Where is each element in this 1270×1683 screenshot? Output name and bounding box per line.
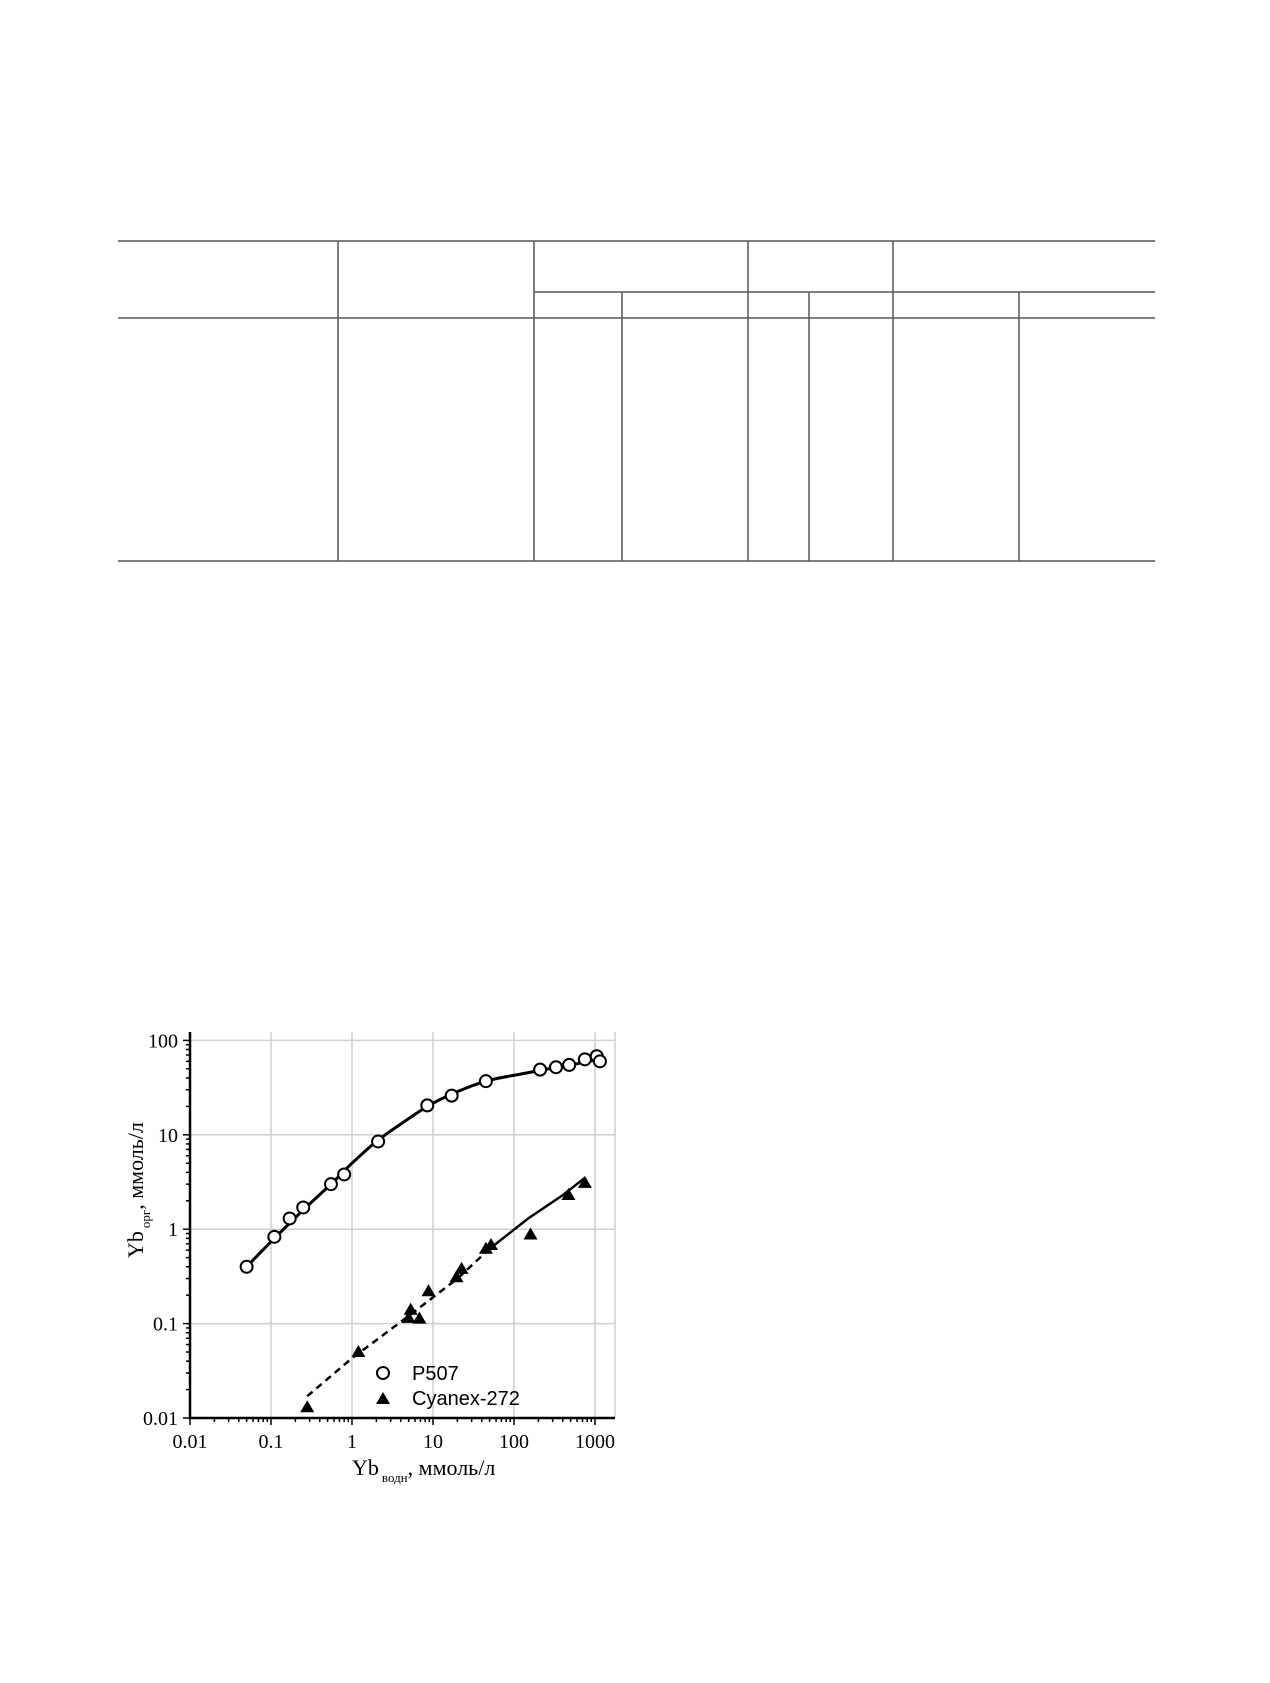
p507-point — [550, 1061, 562, 1073]
p507-point — [421, 1099, 433, 1111]
p507-point — [338, 1168, 350, 1180]
p507-point — [325, 1178, 337, 1190]
p507-point — [579, 1053, 591, 1065]
x-tick-label: 0.1 — [258, 1431, 284, 1453]
p507-point — [594, 1055, 606, 1067]
x-tick-label: 0.01 — [172, 1431, 208, 1453]
x-tick-label: 100 — [499, 1431, 529, 1453]
x-axis-title-unit: , ммоль/л — [407, 1455, 496, 1480]
legend-marker-cyanex — [376, 1392, 390, 1404]
p507-fit-line — [247, 1059, 599, 1267]
x-axis-title-main: Yb — [352, 1455, 379, 1480]
p507-point — [563, 1059, 575, 1071]
p507-point — [446, 1090, 458, 1102]
y-tick-label: 10 — [158, 1124, 178, 1147]
chart-axes — [189, 1032, 615, 1419]
y-axis-title-main: Yb — [123, 1231, 148, 1258]
x-axis-title — [352, 1455, 495, 1485]
p507-point — [372, 1135, 384, 1147]
legend-marker-p507 — [377, 1367, 389, 1379]
p507-point — [241, 1261, 253, 1273]
legend — [376, 1363, 520, 1410]
y-axis-title-sub: орг — [138, 1209, 153, 1229]
chart-grid — [190, 1032, 615, 1418]
cyanex-point — [300, 1400, 314, 1412]
p507-point — [297, 1201, 309, 1213]
legend-label-p507: P507 — [412, 1363, 459, 1385]
x-axis-title-sub: водн — [381, 1470, 408, 1485]
cyanex-point — [455, 1262, 469, 1274]
p507-point — [534, 1064, 546, 1076]
x-tick-label: 1000 — [575, 1431, 615, 1453]
p507-point — [268, 1231, 280, 1243]
x-tick-label: 10 — [423, 1431, 443, 1453]
chart-ticks — [143, 1030, 615, 1453]
cyanex-fit-line-solid — [490, 1178, 585, 1249]
y-tick-label: 100 — [148, 1030, 178, 1053]
p507-point — [284, 1212, 296, 1224]
legend-label-cyanex: Cyanex-272 — [412, 1388, 520, 1410]
y-axis-title — [123, 1122, 153, 1258]
cyanex-point — [404, 1303, 418, 1315]
data-points — [241, 1050, 606, 1412]
x-tick-label: 1 — [347, 1431, 357, 1453]
y-tick-label: 0.1 — [153, 1313, 178, 1336]
p507-point — [480, 1075, 492, 1087]
y-tick-label: 1 — [168, 1219, 178, 1242]
y-axis-title-unit: , ммоль/л — [123, 1122, 148, 1210]
y-tick-label: 0.01 — [143, 1408, 178, 1430]
